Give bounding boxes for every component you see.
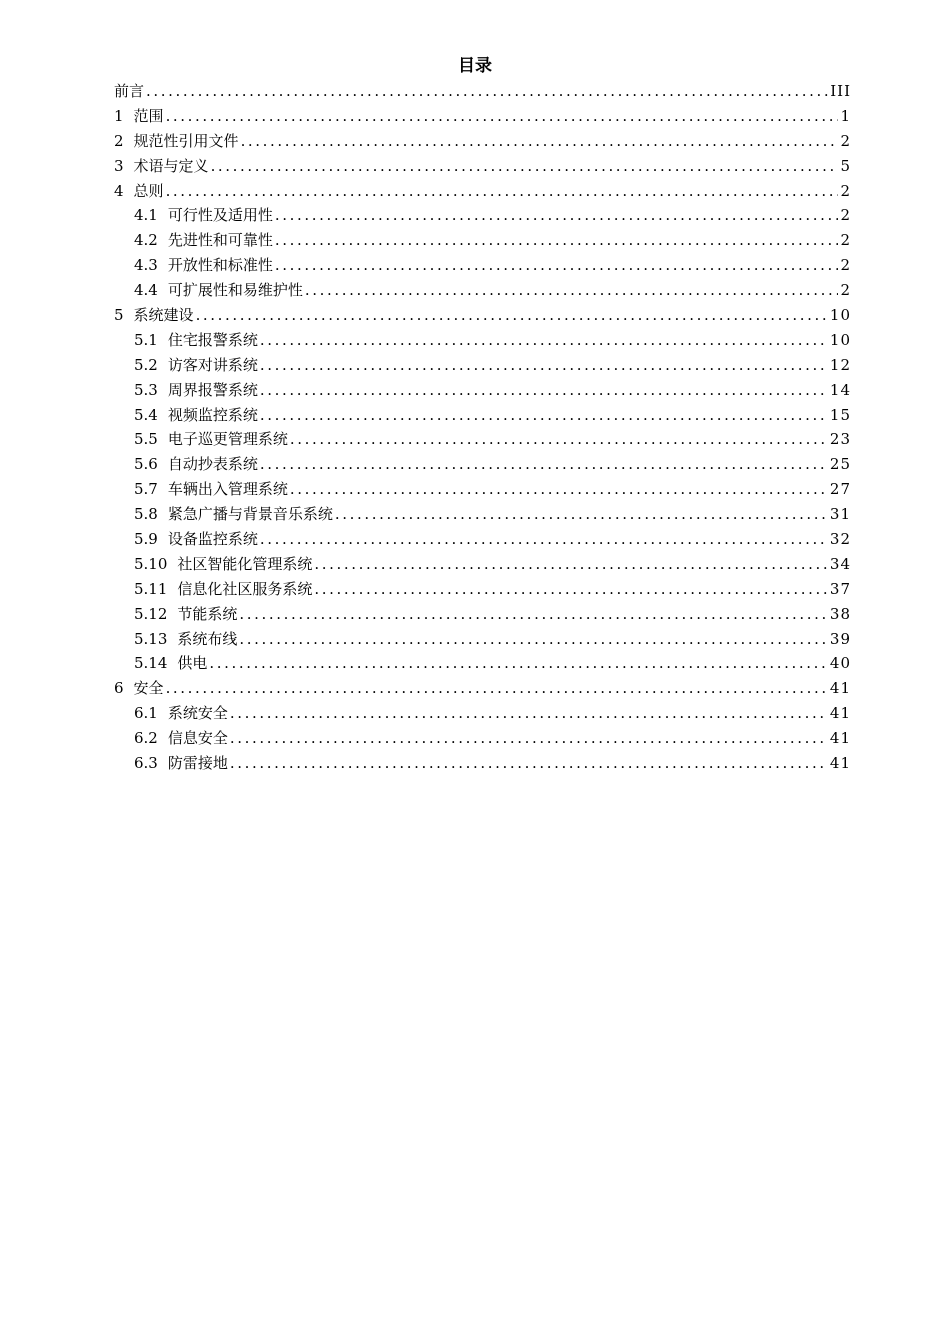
toc-dot-leader [335, 502, 828, 527]
toc-entry-label: 紧急广播与背景音乐系统 [167, 505, 333, 524]
toc-dot-leader [260, 452, 828, 477]
toc-entry-number: 5.3 [134, 380, 158, 399]
toc-entry-page-number: 1 [840, 106, 851, 125]
toc-entry-number: 5 [114, 306, 124, 325]
toc-entry-number: 4.2 [134, 231, 158, 250]
toc-dot-leader [290, 427, 828, 452]
toc-entry[interactable] [114, 477, 851, 502]
toc-entry[interactable] [114, 651, 851, 676]
toc-entry-number: 5.9 [134, 530, 158, 549]
toc-entry-label: 信息安全 [167, 729, 228, 748]
toc-dot-leader [241, 129, 839, 154]
toc-dot-leader [239, 602, 827, 627]
toc-entry-number: 5.7 [134, 480, 158, 499]
toc-entry-page-number: 23 [829, 430, 851, 449]
toc-entry[interactable] [114, 378, 851, 403]
toc-entry[interactable] [114, 203, 851, 228]
toc-entry-page-number: 38 [829, 604, 851, 623]
toc-entry-label: 供电 [177, 654, 208, 673]
toc-entry-number: 3 [114, 156, 124, 175]
toc-entry[interactable] [114, 751, 851, 776]
toc-entry-number: 4 [114, 181, 124, 200]
toc-entry-page-number: 2 [840, 206, 851, 225]
toc-entry-number: 6 [114, 679, 124, 698]
toc-entry-page-number: 41 [829, 729, 851, 748]
toc-entry-page-number: 2 [840, 181, 851, 200]
toc-dot-leader [275, 228, 839, 253]
toc-entry-label: 住宅报警系统 [167, 330, 258, 349]
toc-dot-leader [314, 577, 827, 602]
toc-entry-page-number: 14 [829, 380, 851, 399]
toc-entry-number: 5.12 [134, 604, 168, 623]
toc-entry-number: 4.3 [134, 256, 158, 275]
toc-entry-number: 4.1 [134, 206, 158, 225]
toc-dot-leader [146, 79, 828, 104]
toc-entry[interactable] [114, 676, 851, 701]
toc-entry-label: 电子巡更管理系统 [167, 430, 288, 449]
toc-entry[interactable] [114, 627, 851, 652]
toc-entry-label: 信息化社区服务系统 [177, 579, 313, 598]
toc-entry[interactable] [114, 179, 851, 204]
toc-entry-label: 术语与定义 [133, 156, 209, 175]
toc-entry-label: 总则 [133, 181, 164, 200]
toc-entry-label: 先进性和可靠性 [167, 231, 273, 250]
toc-dot-leader [314, 552, 827, 577]
toc-title: 目录 [458, 56, 492, 76]
toc-entry-number: 5.8 [134, 505, 158, 524]
toc-entry-page-number: 41 [829, 754, 851, 773]
toc-entry-number: 2 [114, 131, 124, 150]
toc-entry[interactable] [114, 154, 851, 179]
toc-entry[interactable] [114, 701, 851, 726]
toc-entry[interactable] [114, 104, 851, 129]
toc-dot-leader [166, 179, 839, 204]
toc-entry-page-number: 2 [840, 281, 851, 300]
toc-dot-leader [166, 676, 828, 701]
toc-entry-page-number: 31 [829, 505, 851, 524]
toc-entry-page-number: 32 [829, 530, 851, 549]
toc-entry-number: 5.1 [134, 330, 158, 349]
toc-entry[interactable] [114, 278, 851, 303]
toc-entry[interactable] [114, 602, 851, 627]
toc-entry-label: 视频监控系统 [167, 405, 258, 424]
toc-entry[interactable] [114, 328, 851, 353]
toc-entry-page-number: 34 [829, 554, 851, 573]
toc-entry-number: 6.1 [134, 704, 158, 723]
toc-dot-leader [211, 154, 839, 179]
toc-entry[interactable] [114, 427, 851, 452]
toc-entry-label: 周界报警系统 [167, 380, 258, 399]
toc-entry-number: 6.3 [134, 754, 158, 773]
toc-entry[interactable] [114, 726, 851, 751]
toc-entry-label: 系统安全 [167, 704, 228, 723]
toc-entry-page-number: 2 [840, 131, 851, 150]
toc-dot-leader [275, 203, 839, 228]
toc-entry-number: 5.4 [134, 405, 158, 424]
toc-dot-leader [196, 303, 828, 328]
toc-entry-number: 6.2 [134, 729, 158, 748]
toc-entry-number: 4.4 [134, 281, 158, 300]
toc-entry-label: 系统建设 [133, 306, 194, 325]
toc-entry[interactable] [114, 79, 851, 104]
toc-entry-page-number: 10 [829, 330, 851, 349]
toc-entry-page-number: 10 [829, 306, 851, 325]
toc-entry-page-number: 2 [840, 256, 851, 275]
toc-entry-label: 节能系统 [177, 604, 238, 623]
toc-entry[interactable] [114, 353, 851, 378]
toc-entry-label: 社区智能化管理系统 [177, 554, 313, 573]
toc-entry-label: 设备监控系统 [167, 530, 258, 549]
toc-entry-number: 5.14 [134, 654, 168, 673]
toc-entry[interactable] [114, 228, 851, 253]
toc-entry-label: 访客对讲系统 [167, 355, 258, 374]
toc-entry[interactable] [114, 253, 851, 278]
toc-entry-page-number: 12 [829, 355, 851, 374]
toc-entry[interactable] [114, 129, 851, 154]
toc-dot-leader [230, 701, 828, 726]
toc-entry-page-number: 41 [829, 704, 851, 723]
toc-entry[interactable] [114, 502, 851, 527]
toc-dot-leader [230, 751, 828, 776]
toc-entry-label: 车辆出入管理系统 [167, 480, 288, 499]
toc-entry-label: 范围 [133, 106, 164, 125]
toc-entry-number: 5.6 [134, 455, 158, 474]
toc-entry-label: 安全 [133, 679, 164, 698]
toc-entry-label: 系统布线 [177, 629, 238, 648]
toc-entry-number: 5.11 [134, 579, 168, 598]
toc-dot-leader [275, 253, 839, 278]
toc-dot-leader [260, 378, 828, 403]
toc-dot-leader [260, 328, 828, 353]
toc-entry-page-number: 41 [829, 679, 851, 698]
toc-entry-page-number: III [830, 82, 851, 100]
toc-entry-label: 防雷接地 [167, 754, 228, 773]
toc-entry-number: 5.5 [134, 430, 158, 449]
toc-entry-label: 规范性引用文件 [133, 131, 239, 150]
toc-entry[interactable] [114, 552, 851, 577]
toc-entry-label: 前言 [114, 82, 145, 100]
toc-entry-label: 可行性及适用性 [167, 206, 273, 225]
toc-dot-leader [290, 477, 828, 502]
toc-entry-page-number: 39 [829, 629, 851, 648]
toc-entry-number: 1 [114, 106, 124, 125]
toc-entry-page-number: 2 [840, 231, 851, 250]
toc-entry[interactable] [114, 577, 851, 602]
toc-entry-number: 5.13 [134, 629, 168, 648]
toc-dot-leader [239, 627, 827, 652]
toc-entry-page-number: 25 [829, 455, 851, 474]
toc-entry-page-number: 5 [840, 156, 851, 175]
toc-entry-number: 5.2 [134, 355, 158, 374]
toc-entry-label: 可扩展性和易维护性 [167, 281, 303, 300]
toc-dot-leader [209, 651, 827, 676]
toc-entry-page-number: 27 [829, 480, 851, 499]
toc-dot-leader [305, 278, 839, 303]
toc-entry[interactable] [114, 452, 851, 477]
toc-dot-leader [260, 403, 828, 428]
toc-dot-leader [260, 527, 828, 552]
toc-dot-leader [230, 726, 828, 751]
toc-entry-page-number: 40 [829, 654, 851, 673]
toc-entry-label: 开放性和标准性 [167, 256, 273, 275]
toc-entry-number: 5.10 [134, 554, 168, 573]
table-of-contents [114, 79, 851, 776]
toc-dot-leader [260, 353, 828, 378]
toc-entry[interactable] [114, 303, 851, 328]
toc-entry-page-number: 15 [829, 405, 851, 424]
toc-dot-leader [166, 104, 839, 129]
toc-entry-label: 自动抄表系统 [167, 455, 258, 474]
toc-entry[interactable] [114, 403, 851, 428]
toc-entry[interactable] [114, 527, 851, 552]
toc-entry-page-number: 37 [829, 579, 851, 598]
